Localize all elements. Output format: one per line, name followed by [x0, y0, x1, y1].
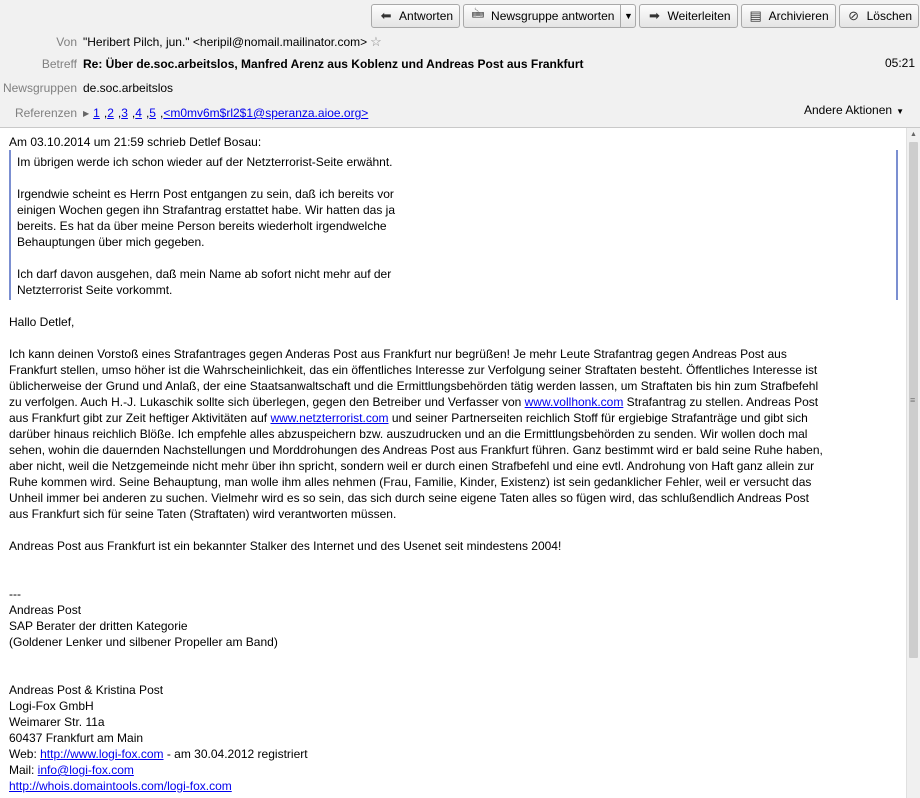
address-names: Andreas Post & Kristina Post: [9, 683, 164, 697]
grip-icon: ≡: [910, 395, 916, 405]
newsgroups-label: Newsgruppen: [2, 81, 77, 95]
more-actions-menu[interactable]: [804, 103, 904, 117]
from-row: [0, 33, 382, 51]
address-city: 60437 Frankfurt am Main: [9, 731, 144, 745]
whois-link[interactable]: http://whois.domaintools.com/logi-fox.com: [9, 779, 232, 793]
from-value[interactable]: "Heribert Pilch, jun." <heripil@nomail.mailinator.com>: [83, 35, 368, 49]
vollhonk-link[interactable]: www.vollhonk.com: [524, 395, 624, 409]
reference-link-3[interactable]: 3: [121, 106, 128, 120]
signature: [9, 586, 906, 650]
quote-paragraph-2: Irgendwie scheint es Herrn Post entgangen zu sein, daß ich bereits vor einigen Wochen gegen ihn Strafantrag erstattet habe. Wir hatten das ja bereits. Es hat da über meine Person bereits wiederholt irgendwelche Behauptungen über mich gegeben.: [17, 187, 396, 249]
reference-link-1[interactable]: 1: [93, 106, 100, 120]
address-mail: Mail: info@logi-fox.com: [9, 763, 134, 777]
message-toolbar: [371, 4, 919, 28]
subject-label: Betreff: [41, 57, 77, 71]
quote-paragraph-3: Ich darf davon ausgehen, daß mein Name ab sofort nicht mehr auf der Netzterrorist Seite vorkommt.: [17, 267, 392, 297]
newsgroup-icon: 🖮: [471, 6, 485, 21]
forward-button[interactable]: [639, 4, 737, 28]
reference-link-4[interactable]: 4: [135, 106, 142, 120]
forward-arrow-icon: ➡: [649, 8, 660, 23]
chevron-down-icon: ▼: [896, 107, 904, 116]
reply-newsgroup-label: Newsgruppe antworten: [491, 9, 615, 23]
subject-row: [0, 55, 584, 73]
main-paragraph: Ich kann deinen Vorstoß eines Strafantrages gegen Anderas Post aus Frankfurt nur begrüßen! Je mehr Leute Strafantrag gegen Andreas Post aus Frankfurt stellen, umso höher ist die Wahrscheinlichkeit, das ein öffentliches Interesse zur Verfolgung seiner Straftaten besteht. Öffentliches Interesse ist üblicherweise der Grund und Anlaß, der eine Staatsanwaltschaft und die Ermittlungsbehörden tätig werden lassen, um Straftaten bis hin zum Strafbefehl zu verfolgen. Auch H.-J. Lukaschik sollte sich überlegen, gegen den Betreiber und Verfasser von www.vollhonk.com Strafantrag zu stellen. Andreas Post aus Frankfurt gibt zur Zeit heftiger Aktivitäten auf www.netzterrorist.com und seiner Partnerseiten reichlich Stoff für ergiebige Strafanträge und gibt sich darüber hinaus reichlich Blöße. Ich empfehle alles abzuspeichern bzw. auszudrucken und an die Ermittlungsbehörden zu senden. Wir wollen doch mal sehen, wohin die dauernden Nachstellungen und Morddrohungen des Andreas Post aus Frankfurt führen. Ganz bestimmt wird er bald seine Ruhe haben, aber nicht, weil die Netzgemeinde nicht mehr über ihn spricht, sondern weil er durch einen Strafbefehl und eine evtl. Androhung von Haft ganz allein zur Ruhe kommen wird. Seine Behauptung, man wolle ihm alles nehmen (Frau, Familie, Kinder, Existenz) ist sein gedanklicher Fehler, weil er versucht das Unheil immer bei anderen zu suchen. Vielmehr wird es so sein, das sich durch seine eigene Taten alles so fügen wird, das schlußendlich Andreas Post aus Frankfurt sich für seine Taten (Straftaten) wird verantworten müssen.: [9, 347, 823, 521]
delete-circle-icon: ⊘: [848, 8, 860, 23]
address-block: [9, 682, 906, 794]
delete-button[interactable]: [839, 4, 919, 28]
reply-arrow-icon: ⬅: [380, 8, 392, 23]
subject-value: Re: Über de.soc.arbeitslos, Manfred Arenz aus Koblenz und Andreas Post aus Frankfurt: [83, 57, 584, 71]
references-label: Referenzen: [14, 106, 77, 120]
quote-attribution: Am 03.10.2014 um 21:59 schrieb Detlef Bosau:: [9, 135, 262, 149]
more-actions-label: Andere Aktionen: [804, 103, 893, 117]
star-icon[interactable]: ☆: [370, 34, 382, 49]
signature-separator: ---: [9, 587, 21, 601]
address-whois: [9, 778, 906, 794]
references-row: Referenzen ▶ 1 , 2 , 3 , 4 , 5 , <m0mv6m$rl2$1@speranza.aioe.org>: [0, 104, 372, 122]
archive-label: Archivieren: [768, 9, 829, 23]
address-company: Logi-Fox GmbH: [9, 699, 94, 713]
signature-note: (Goldener Lenker und silbener Propeller am Band): [9, 635, 278, 649]
quote-paragraph-1: Im übrigen werde ich schon wieder auf der Netzterrorist-Seite erwähnt.: [17, 155, 393, 169]
signature-title: SAP Berater der dritten Kategorie: [9, 619, 188, 633]
address-web: Web: http://www.logi-fox.com - am 30.04.2012 registriert: [9, 747, 308, 761]
reference-link-2[interactable]: 2: [107, 106, 114, 120]
reply-newsgroup-dropdown[interactable]: [620, 4, 636, 28]
forward-label: Weiterleiten: [667, 9, 731, 23]
expand-triangle-icon[interactable]: ▶: [83, 108, 90, 118]
greeting: Hallo Detlef,: [9, 315, 75, 329]
previous-row-fragment: [0, 0, 920, 3]
message-body: [0, 128, 906, 798]
chevron-down-icon: ▼: [623, 11, 633, 21]
web-link[interactable]: http://www.logi-fox.com: [40, 747, 164, 761]
quoted-text: [9, 150, 898, 300]
message-time: 05:21: [884, 56, 915, 70]
reply-newsgroup-split: [463, 4, 636, 28]
delete-label: Löschen: [866, 9, 912, 23]
stalker-line: Andreas Post aus Frankfurt ist ein bekannter Stalker des Internet und des Usenet seit mindestens 2004!: [9, 539, 562, 553]
scroll-up-arrow-icon[interactable]: ▲: [910, 131, 917, 138]
message-header: [0, 0, 920, 128]
reply-button[interactable]: [371, 4, 460, 28]
archive-box-icon: ▤: [749, 8, 762, 23]
mail-link[interactable]: info@logi-fox.com: [37, 763, 134, 777]
newsgroups-row: [0, 79, 173, 97]
archive-button[interactable]: [741, 4, 836, 28]
reference-link-msgid[interactable]: <m0mv6m$rl2$1@speranza.aioe.org>: [163, 106, 369, 120]
netzterrorist-link[interactable]: www.netzterrorist.com: [270, 411, 389, 425]
reply-newsgroup-button[interactable]: [463, 4, 620, 28]
reference-link-5[interactable]: 5: [149, 106, 156, 120]
address-street: Weimarer Str. 11a: [9, 715, 105, 729]
signature-name: Andreas Post: [9, 603, 82, 617]
from-label: Von: [56, 35, 77, 49]
reply-label: Antworten: [399, 9, 454, 23]
newsgroups-value[interactable]: de.soc.arbeitslos: [83, 81, 174, 95]
vertical-scrollbar[interactable]: [906, 128, 920, 798]
